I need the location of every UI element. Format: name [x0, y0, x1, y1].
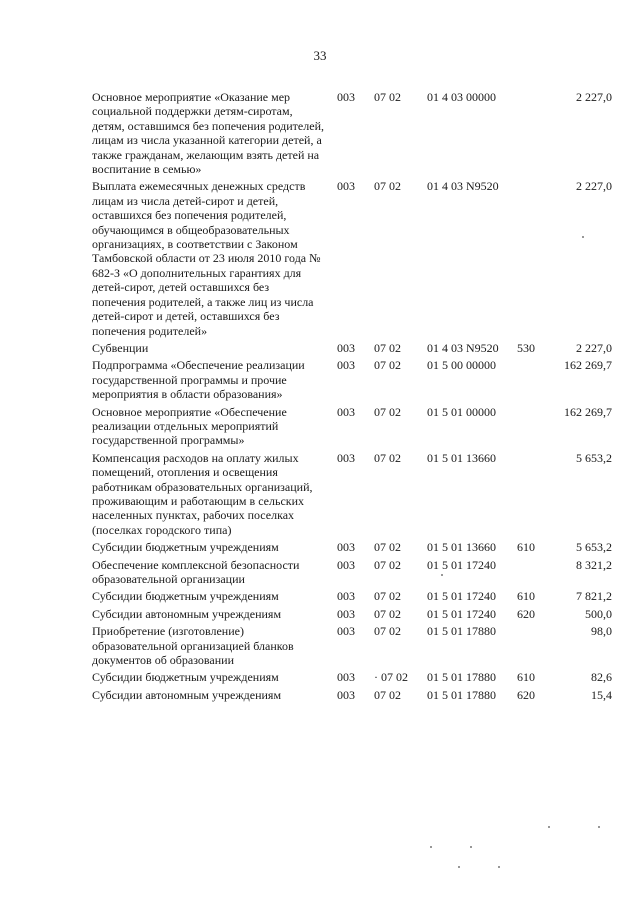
row-section-code: 07 02 [374, 606, 401, 621]
row-name: Обеспечение комплексной безопасности образовательной организации [92, 557, 300, 586]
row-section-code: 07 02 [374, 358, 401, 373]
row-amount: 2 227,0 [576, 340, 612, 355]
table-row [92, 341, 612, 355]
row-amount: 82,6 [591, 670, 612, 685]
row-grbs-code: 003 [337, 624, 355, 639]
row-target-code: 01 5 01 17880 [427, 687, 496, 702]
row-name: Основное мероприятие «Обеспечение реализации отдельных мероприятий государственной программы» [92, 404, 287, 448]
row-section-code: 07 02 [374, 179, 401, 194]
scan-speck [498, 866, 500, 868]
row-name: Компенсация расходов на оплату жилых помещений, отопления и освещения работникам образовательных организаций, проживающим и работающим в сельских населенных пунктах, рабочих поселках (поселках городского типа) [92, 450, 313, 537]
row-amount: 5 653,2 [576, 540, 612, 555]
row-name: Субсидии автономным учреждениям [92, 687, 282, 702]
scan-speck [582, 236, 584, 238]
row-expense-type: 610 [517, 589, 535, 604]
row-target-code: 01 5 01 17240 [427, 557, 496, 572]
row-target-code: 01 5 01 17880 [427, 670, 496, 685]
row-grbs-code: 003 [337, 450, 355, 465]
row-target-code: 01 5 01 13660 [427, 450, 496, 465]
row-section-code: 07 02 [374, 687, 401, 702]
table-row [92, 558, 612, 587]
row-grbs-code: 003 [337, 540, 355, 555]
row-target-code: 01 5 01 17240 [427, 589, 496, 604]
row-name: Субсидии бюджетным учреждениям [92, 540, 279, 555]
row-grbs-code: 003 [337, 670, 355, 685]
row-target-code: 01 5 00 00000 [427, 358, 496, 373]
row-target-code: 01 5 01 17880 [427, 624, 496, 639]
row-target-code: 01 4 03 N9520 [427, 179, 499, 194]
table-row [92, 451, 612, 537]
scan-speck [458, 866, 460, 868]
row-amount: 162 269,7 [564, 404, 612, 419]
row-amount: 5 653,2 [576, 450, 612, 465]
table-row [92, 358, 612, 401]
row-section-code: 07 02 [374, 340, 401, 355]
row-amount: 2 227,0 [576, 90, 612, 104]
row-name: Субсидии бюджетным учреждениям [92, 670, 279, 685]
row-section-code: · 07 02 [374, 670, 408, 685]
row-grbs-code: 003 [337, 606, 355, 621]
table-row [92, 670, 612, 684]
row-name: Субсидии автономным учреждениям [92, 606, 282, 621]
row-grbs-code: 003 [337, 557, 355, 572]
row-expense-type: 620 [517, 606, 535, 621]
row-section-code: 07 02 [374, 450, 401, 465]
row-grbs-code: 003 [337, 358, 355, 373]
row-grbs-code: 003 [337, 687, 355, 702]
row-section-code: 07 02 [374, 557, 401, 572]
row-amount: 7 821,2 [576, 589, 612, 604]
row-target-code: 01 5 01 00000 [427, 404, 496, 419]
row-amount: 162 269,7 [564, 358, 612, 373]
row-amount: 8 321,2 [576, 557, 612, 572]
table-row [92, 90, 612, 176]
row-section-code: 07 02 [374, 540, 401, 555]
row-grbs-code: 003 [337, 340, 355, 355]
row-section-code: 07 02 [374, 589, 401, 604]
table-row [92, 540, 612, 554]
row-target-code: 01 4 03 00000 [427, 90, 496, 104]
row-amount: 98,0 [591, 624, 612, 639]
row-name: Основное мероприятие «Оказание мер социальной поддержки детям-сиротам, детям, оставшимся без попечения родителей, лицам из числа указанной категории детей, а также гражданам, желающим взять детей на воспитание в семью» [92, 90, 324, 177]
row-target-code: 01 5 01 13660 [427, 540, 496, 555]
row-target-code: 01 5 01 17240 [427, 606, 496, 621]
table-row [92, 589, 612, 603]
row-grbs-code: 003 [337, 589, 355, 604]
row-name: Подпрограмма «Обеспечение реализации государственной программы и прочие мероприятия в области образования» [92, 358, 305, 402]
table-row [92, 607, 612, 621]
scan-speck [548, 826, 550, 828]
page-number: 33 [313, 48, 327, 63]
table-row [92, 688, 612, 702]
scan-speck [598, 826, 600, 828]
row-section-code: 07 02 [374, 404, 401, 419]
budget-table [92, 90, 612, 705]
row-amount: 500,0 [585, 606, 612, 621]
row-name: Приобретение (изготовление) образовательной организацией бланков документов об образовании [92, 624, 294, 668]
row-grbs-code: 003 [337, 90, 355, 104]
row-expense-type: 610 [517, 540, 535, 555]
row-name: Субвенции [92, 340, 149, 355]
row-grbs-code: 003 [337, 179, 355, 194]
row-section-code: 07 02 [374, 90, 401, 104]
scan-speck [441, 574, 443, 576]
row-name: Субсидии бюджетным учреждениям [92, 589, 279, 604]
row-amount: 15,4 [591, 687, 612, 702]
row-expense-type: 620 [517, 687, 535, 702]
row-grbs-code: 003 [337, 404, 355, 419]
scan-speck [470, 846, 472, 848]
row-target-code: 01 4 03 N9520 [427, 340, 499, 355]
row-amount: 2 227,0 [576, 179, 612, 194]
table-row [92, 405, 612, 448]
row-expense-type: 530 [517, 340, 535, 355]
row-section-code: 07 02 [374, 624, 401, 639]
table-row [92, 624, 612, 667]
row-expense-type: 610 [517, 670, 535, 685]
scan-speck [430, 846, 432, 848]
row-name: Выплата ежемесячных денежных средств лицам из числа детей-сирот и детей, оставшихся без попечения родителей, обучающимся в общеобразовательных организациях, в соответствии с Законом Тамбовской области от 23 июля 2010 года № 682-З «О дополнительных гарантиях для детей-сирот, детей оставшихся без попечения родителей, а также лиц из числа детей-сирот и детей, оставшихся без попечения родителей» [92, 179, 321, 338]
table-row [92, 179, 612, 337]
